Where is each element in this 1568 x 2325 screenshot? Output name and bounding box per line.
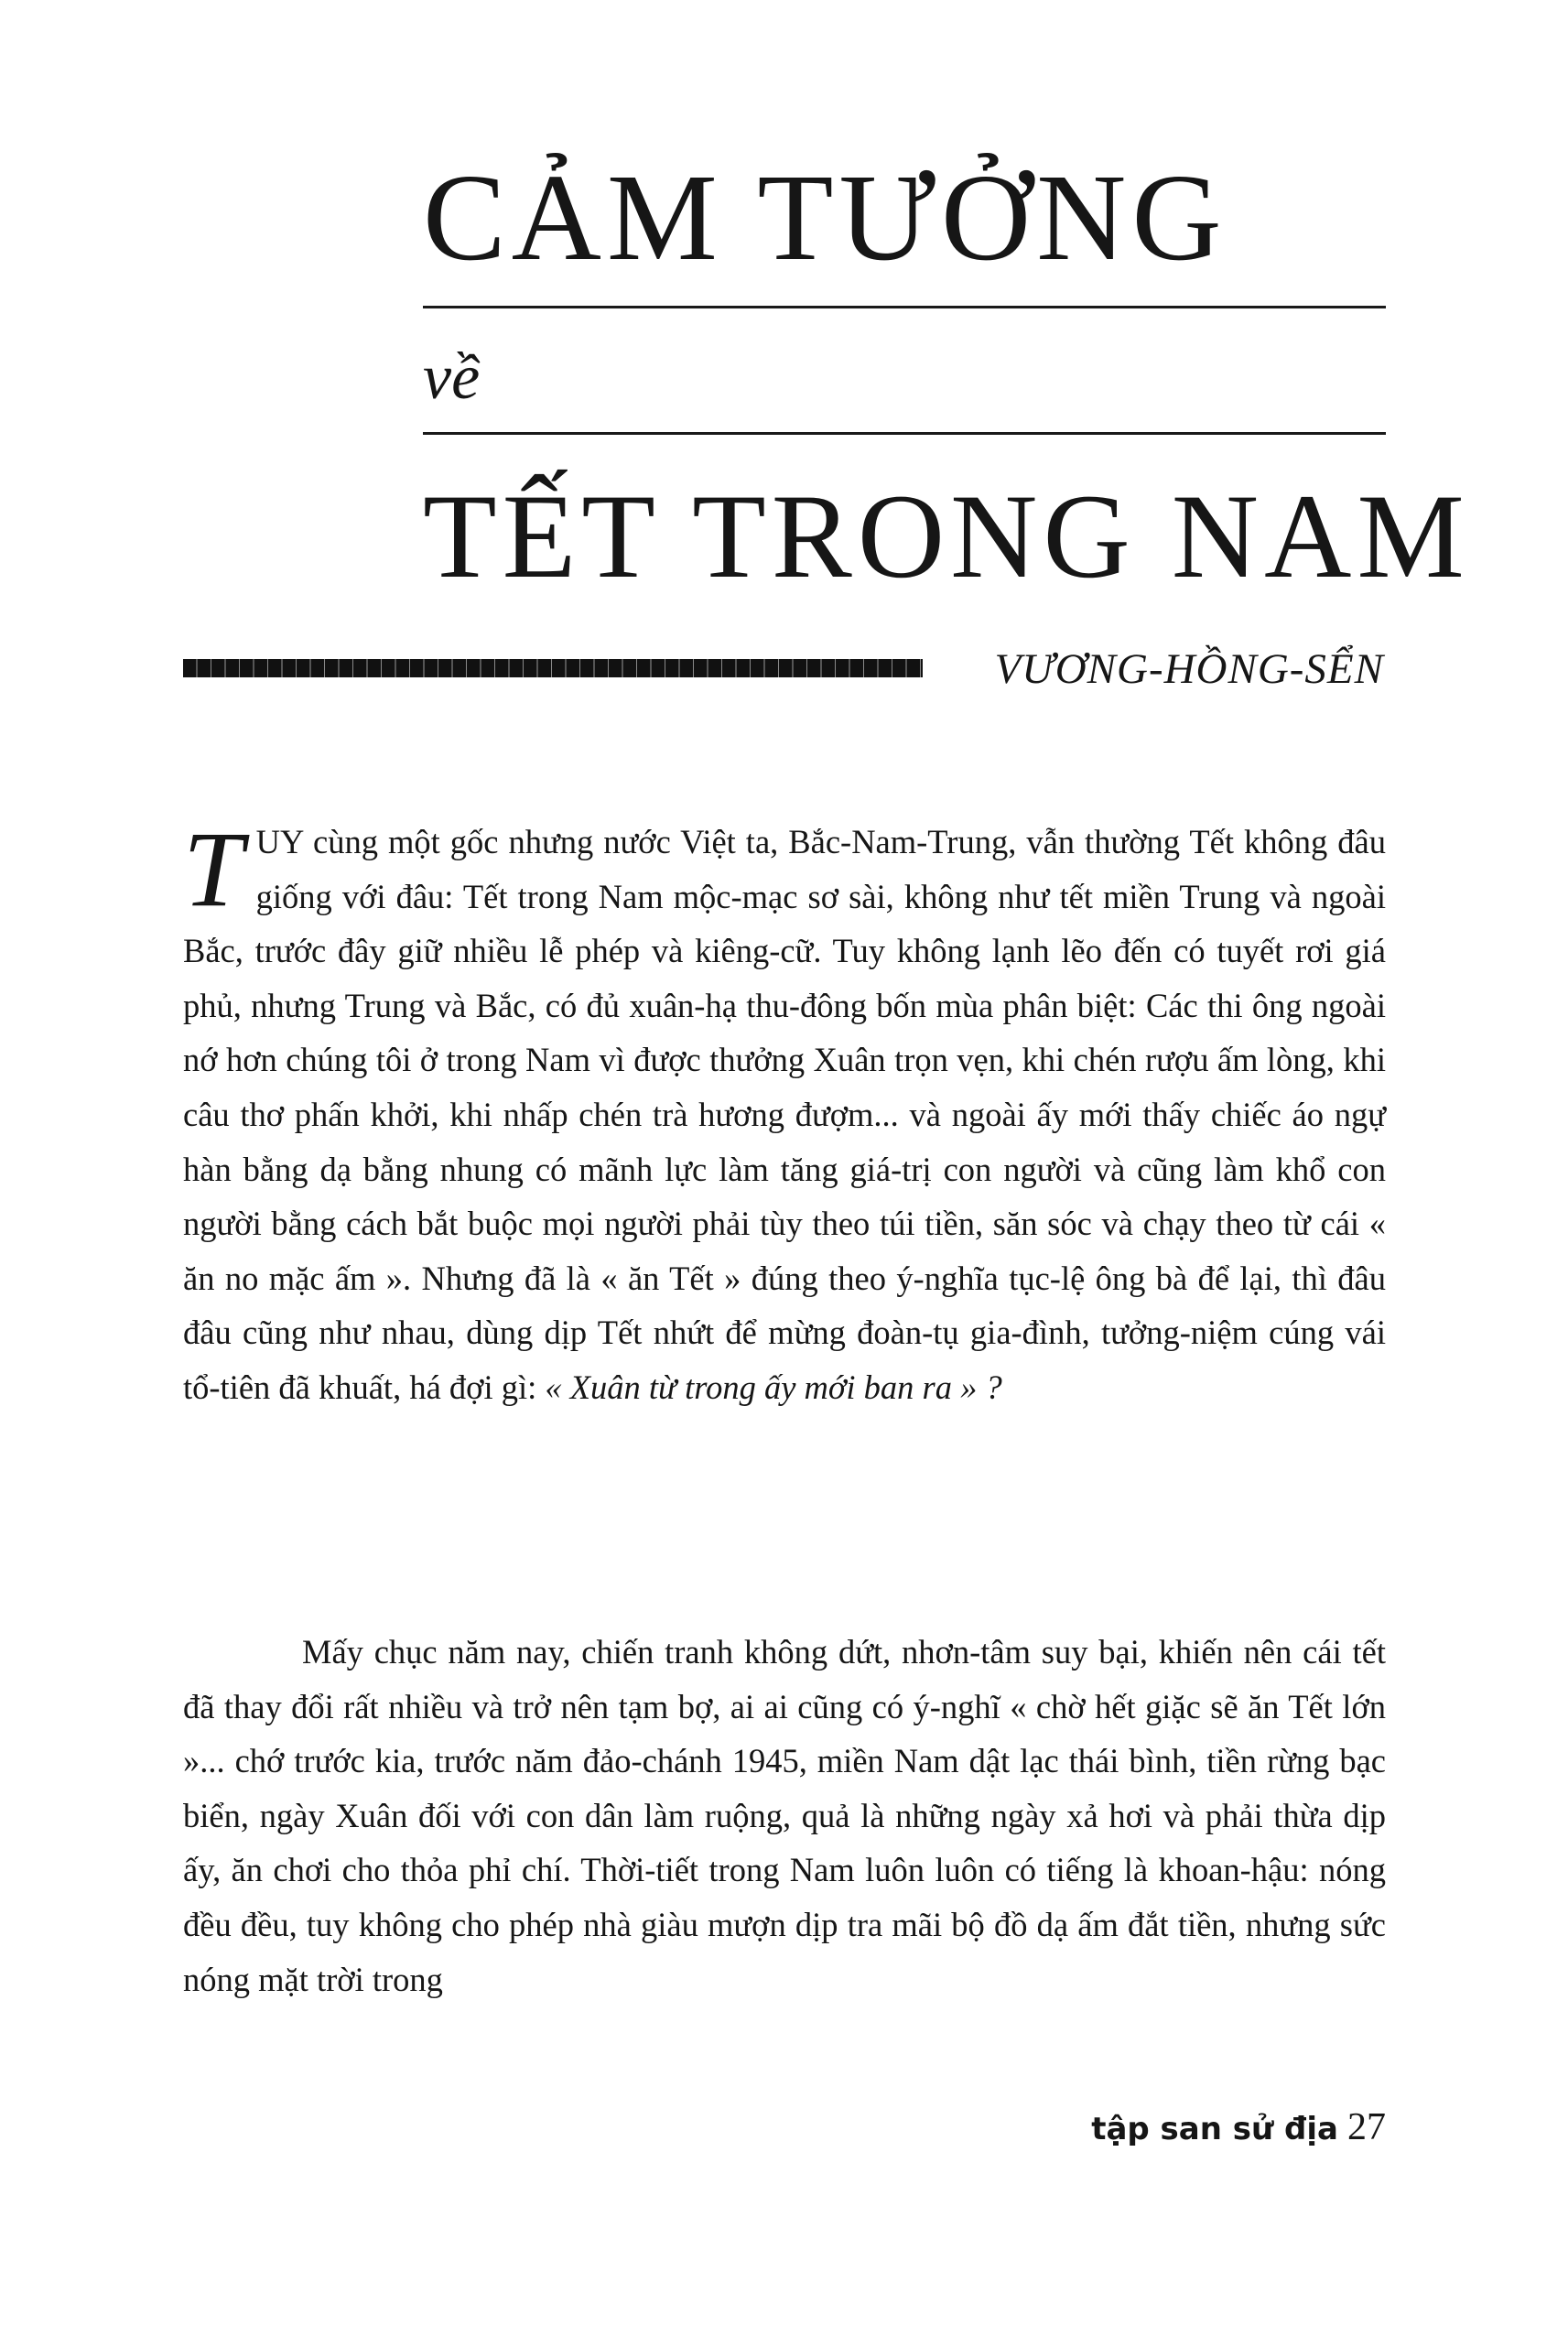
article-title-line-1: CẢM TƯỞNG bbox=[423, 149, 1227, 287]
title-rule-bottom bbox=[423, 432, 1386, 435]
page-number: 27 bbox=[1347, 2106, 1386, 2148]
author-name: VƯƠNG-HỒNG-SỂN bbox=[994, 645, 1384, 693]
paragraph-1-text: UY cùng một gốc nhưng nước Việt ta, Bắc-Nam-Trung, vẫn thường Tết không đâu giống với đâu: Tết trong Nam mộc-mạc sơ sài, không như tết miền Trung và ngoài Bắc, trước đây giữ nhiều lễ phép và kiêng-cữ. Tuy không lạnh lẽo đến có tuyết rơi giá phủ, nhưng Trung và Bắc, có đủ xuân-hạ thu-đông bốn mùa phân biệt: Các thi ông ngoài nớ hơn chúng tôi ở trong Nam vì được thưởng Xuân trọn vẹn, khi chén rượu ấm lòng, khi câu thơ phấn khởi, khi nhấp chén trà hương đượm... và ngoài ấy mới thấy chiếc áo ngự hàn bằng dạ bằng nhung có mãnh lực làm tăng giá-trị con người và cũng làm khổ con người bằng cách bắt buộc mọi người phải tùy theo túi tiền, săn sóc và chạy theo từ cái « ăn no mặc ấm ». Nhưng đã là « ăn Tết » đúng theo ý-nghĩa tục-lệ ông bà để lại, thì đâu đâu cũng như nhau, dùng dịp Tết nhứt để mừng đoàn-tụ gia-đình, tưởng-niệm cúng vái tổ-tiên đã khuất, há đợi gì: bbox=[183, 823, 1386, 1406]
body-paragraph-2: Mấy chục năm nay, chiến tranh không dứt, nhơn-tâm suy bại, khiến nên cái tết đã thay đổi rất nhiều và trở nên tạm bợ, ai ai cũng có ý-nghĩ « chờ hết giặc sẽ ăn Tết lớn »... chớ trước kia, trước năm đảo-chánh 1945, miền Nam dật lạc thái bình, tiền rừng bạc biển, ngày Xuân đối với con dân làm ruộng, quả là những ngày xả hơi và phải thừa dịp ấy, ăn chơi cho thỏa phỉ chí. Thời-tiết trong Nam luôn luôn có tiếng là khoan-hậu: nóng đều đều, tuy không cho phép nhà giàu mượn dịp tra mãi bộ đồ dạ ấm đắt tiền, nhưng sức nóng mặt trời trong bbox=[183, 1633, 1386, 1998]
article-title-line-2: TẾT TRONG NAM bbox=[423, 469, 1470, 603]
paragraph-1-quote: « Xuân từ trong ấy mới ban ra » ? bbox=[545, 1368, 1002, 1406]
article-subtitle: về bbox=[423, 342, 481, 413]
title-rule-top bbox=[423, 306, 1386, 308]
publication-name: tập san sử địa bbox=[1091, 2111, 1338, 2147]
page-footer bbox=[1007, 2105, 1386, 2149]
drop-cap: T bbox=[183, 809, 243, 929]
body-paragraph-1 bbox=[183, 809, 1386, 1415]
decorative-ornament-bar bbox=[183, 659, 923, 677]
